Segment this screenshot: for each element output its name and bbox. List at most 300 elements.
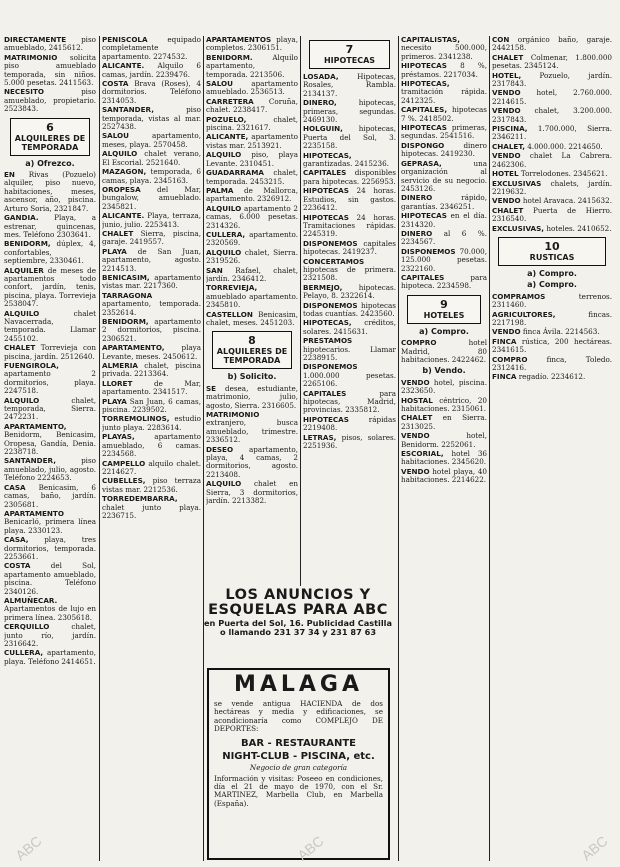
ad-text: Benicarló, primera línea playa. 2330123.: [4, 517, 96, 535]
section-header-s10: [498, 237, 606, 266]
ad-keyword: ESCORIAL,: [401, 449, 444, 459]
ad-text: apartamento vistas mar. 2217360.: [102, 272, 201, 291]
classified-ad: [492, 170, 612, 178]
ad-keyword: GUADARRAMA: [206, 168, 264, 178]
ad-text: desea, estudiante, matrimonio, julio, agosto, Sierra. 2316605.: [206, 383, 298, 410]
classified-ad: [4, 536, 96, 561]
ad-keyword: VENDO: [401, 377, 430, 387]
ad-keyword: DESEO: [206, 444, 234, 454]
ad-text: apartamento, meses, playa. 2570458.: [102, 131, 201, 149]
classified-ad: [401, 194, 487, 211]
ad-keyword: DISPONEMOS: [401, 246, 456, 256]
ad-keyword: CULLERA,: [206, 229, 246, 239]
classified-ad: [206, 169, 298, 186]
ad-keyword: DISPONGO: [401, 140, 445, 150]
classified-ad: [303, 434, 396, 451]
classified-ad: [206, 54, 298, 79]
ad-text: para hipoteca. 2234598.: [401, 272, 487, 291]
classified-ad: [102, 495, 201, 520]
classified-ad: [102, 415, 201, 432]
ad-text: temporada, 6 camas, playa. 2345163.: [102, 167, 201, 185]
classified-ad: [492, 36, 612, 53]
ad-keyword: BERMEJO,: [303, 282, 343, 292]
ad-keyword: VENDO: [492, 88, 521, 98]
ad-text: Torrelodones. 2345621.: [520, 169, 608, 179]
classified-ad: [4, 214, 96, 239]
classified-ad: [303, 240, 396, 257]
ad-keyword: SANTANDER,: [102, 105, 154, 115]
classified-ad: [206, 480, 298, 505]
classified-ad: [492, 328, 612, 336]
ad-keyword: HIPOTECAS: [303, 414, 349, 424]
classified-ad: [401, 379, 487, 396]
ad-keyword: HOLGUIN,: [303, 124, 343, 134]
classified-ad: [492, 225, 612, 233]
ad-keyword: CHALET: [492, 205, 524, 215]
classified-ad: [303, 302, 396, 319]
ad-text: chalet en Sierra, 3 dormitorios, jardín. 2213382.: [206, 479, 298, 506]
section-subhead: b) Solicito.: [227, 372, 277, 382]
classified-ad: [401, 142, 487, 159]
section-number: 9: [440, 297, 448, 311]
ad-keyword: NECESITO: [4, 87, 44, 97]
ad-text: hipotecarios. Llamar 2238915.: [303, 344, 396, 362]
ad-text: primeras, segundas. 2541516.: [401, 123, 487, 141]
ad-text: una organización al servicio de su negocio. 2453126.: [401, 158, 487, 193]
classified-ad: [492, 143, 612, 151]
ad-keyword: CON: [492, 36, 510, 44]
classified-ad: [492, 293, 612, 310]
ad-keyword: AGRICULTORES,: [492, 309, 556, 319]
ad-text: chalet verano, El Escorial. 2521640.: [102, 149, 201, 167]
classified-ad: [303, 214, 396, 239]
ad-text: Playa, a estrenar, quincenas, mes. Teléfono 2303641.: [4, 213, 96, 239]
ad-keyword: TORREMOLINOS,: [102, 414, 170, 424]
section-title: ALQUILERES DE TEMPORADA: [14, 133, 86, 152]
ads-banner: [200, 588, 396, 637]
classified-ad: [401, 450, 487, 467]
classified-ad: [206, 385, 298, 410]
ad-keyword: EXCLUSIVAS,: [492, 223, 545, 233]
ad-keyword: EN: [4, 170, 15, 180]
classified-ad: [102, 80, 201, 105]
ad-text: hipotecas. Pelayo, 8. 2322614.: [303, 282, 396, 301]
ad-text: apartamento, playa. Teléfono 2414651.: [4, 648, 96, 666]
ad-keyword: CUBELLES,: [102, 476, 146, 486]
ad-text: chalets, jardín. 2219632.: [492, 178, 612, 196]
ad-keyword: BENICASIM,: [102, 272, 150, 282]
classified-ad: [401, 248, 487, 273]
ad-text: hipotecas 7 %. 2418502.: [401, 105, 487, 123]
classified-ad: [4, 457, 96, 482]
ad-text: Benicasim, chalet, meses. 2451203.: [206, 309, 298, 327]
classified-ad: [4, 423, 96, 457]
watermark-right: ABC: [578, 832, 611, 864]
classified-ad: [102, 36, 201, 61]
classified-ad: [4, 171, 96, 213]
section-subhead: a) Ofrezco.: [25, 158, 75, 168]
ad-text: solicita piso amueblado temporada, sin niños. 5.000 pesetas. 2411563.: [4, 52, 96, 88]
ad-keyword: DINERO: [401, 193, 433, 203]
ad-text: playa, tres dormitorios, temporada. 2253661.: [4, 535, 96, 561]
classified-ad: [4, 597, 96, 622]
ad-keyword: FINCA: [492, 372, 517, 382]
ad-keyword: APARTAMENTO,: [102, 343, 165, 353]
classified-ad: [4, 649, 96, 666]
ad-keyword: CERQUILLO: [4, 622, 50, 632]
classified-ad: [4, 510, 96, 535]
classified-ad: [492, 373, 612, 381]
ad-text: hipotecas de primera. 2321508.: [303, 264, 396, 283]
ad-text: del Sol, apartamento amueblado, piscina. Teléfono 2340126.: [4, 561, 96, 596]
ad-keyword: MATRIMONIO: [4, 52, 58, 62]
ad-text: extranjero, busca amueblado, trimestre. 2336512.: [206, 418, 298, 445]
ad-keyword: VENDO: [492, 151, 521, 161]
watermark-center: ABC: [294, 832, 327, 864]
ad-text: apartamento 2 dormitorios, playa. 2247518.: [4, 369, 96, 396]
classified-ad: [303, 187, 396, 212]
column-divider: [489, 36, 490, 861]
ad-keyword: SE: [206, 383, 217, 393]
ad-keyword: COMPRO: [401, 338, 437, 348]
ad-keyword: VENDO: [492, 196, 521, 206]
ad-text: piso, playa Levante. 2310451.: [206, 150, 298, 168]
ad-keyword: OROPESA: [102, 184, 141, 194]
malaga-footer: Información y visitas: Poseeo en condiciones, día el 21 de mayo de 1970, con el Sr. MARTINEZ, Marbella Club, en Marbella (España).: [214, 773, 383, 808]
ad-keyword: ALICANTE.: [102, 211, 145, 221]
ad-keyword: DISPONEMOS: [303, 300, 358, 310]
ad-keyword: CONCERTAMOS: [303, 256, 365, 266]
ad-keyword: SALOU: [102, 131, 130, 141]
section-header-s6: [10, 118, 90, 156]
classified-ad: [206, 133, 298, 150]
classified-ad: [492, 180, 612, 197]
section-title: RUSTICAS: [529, 252, 575, 262]
classified-ad: [401, 468, 487, 485]
ad-text: Apartamentos de lujo en primera línea. 2305618.: [4, 604, 96, 622]
ad-keyword: APARTAMENTOS: [206, 36, 272, 44]
classified-ad: [102, 168, 201, 185]
classified-ad: [206, 36, 298, 53]
classified-ad: [492, 125, 612, 142]
ad-text: hotel Aravaca. 2415632.: [522, 196, 612, 206]
ad-text: Benidorm, Benicasim, Oropesa, Gandía, Denia. 2238718.: [4, 430, 96, 457]
classified-ad: [303, 169, 396, 186]
classified-ad: [102, 433, 201, 458]
ad-keyword: HOSTAL: [401, 395, 433, 405]
ad-keyword: COMPRAMOS: [492, 291, 546, 301]
ad-text: chalet, temporada, Sierra. 2472231.: [4, 395, 96, 422]
ad-keyword: ALICANTE,: [206, 132, 249, 142]
malaga-line-2: NIGHT-CLUB - PISCINA, etc.: [222, 750, 375, 762]
classified-ad: [492, 152, 612, 169]
ad-text: hipotecas todas cuantías. 2423560.: [303, 300, 396, 318]
ad-text: 8 %, préstamos. 2217034.: [401, 61, 487, 79]
section-header-s7: [309, 40, 390, 69]
ad-keyword: CAPITALES: [401, 272, 445, 282]
ad-text: apartamento 2 dormitorios, piscina. 2306521.: [102, 317, 201, 343]
section-number: 7: [345, 43, 354, 56]
malaga-title: MALAGA: [233, 672, 364, 697]
classified-ad: [206, 446, 298, 480]
classified-ad: [492, 54, 612, 71]
ad-text: 1.700.000, Sierra. 2346211.: [492, 124, 612, 142]
section-subhead: a) Compro.: [419, 326, 469, 336]
ad-keyword: ALQUILO: [206, 150, 242, 160]
ad-keyword: HIPOTECAS: [401, 211, 447, 221]
malaga-line-1: BAR - RESTAURANTE: [241, 737, 356, 749]
ad-text: garantizadas. 2415236.: [303, 159, 389, 169]
ad-text: Puerta de Hierro. 2316540.: [492, 205, 612, 224]
classified-ad: [102, 380, 201, 397]
classified-ad: [492, 356, 612, 373]
ad-text: chalet, temporada. 2453215.: [206, 168, 298, 186]
classified-ad: [492, 107, 612, 124]
classified-ad: [303, 319, 396, 336]
classified-column-2: [102, 36, 201, 861]
ad-keyword: ALMERIA: [102, 361, 138, 371]
section-number: 10: [544, 239, 560, 253]
section-title: HOTELES: [423, 310, 465, 320]
ad-keyword: HIPOTECAS,: [303, 150, 352, 160]
classified-ad: [492, 311, 612, 328]
ad-keyword: HIPOTECAS: [401, 123, 447, 133]
ad-text: rápido, garantías. 2346251.: [401, 193, 487, 211]
ad-keyword: DINERO: [401, 228, 433, 238]
ad-keyword: CHALET: [4, 343, 36, 353]
ad-keyword: PLAYA: [102, 246, 127, 256]
classified-ad: [206, 411, 298, 445]
classified-ad: [206, 231, 298, 248]
ad-keyword: CHALET: [492, 52, 524, 62]
ad-keyword: HIPOTECAS: [303, 212, 349, 222]
classified-ad: [401, 160, 487, 194]
ad-keyword: PLAYA: [102, 396, 127, 406]
ad-text: amueblado apartamento. 2345810.: [206, 291, 298, 310]
ad-text: necesito 500.000, primeros. 2341238.: [401, 43, 487, 61]
ad-keyword: HIPOTECAS,: [303, 318, 352, 328]
ad-keyword: CHALET,: [492, 141, 525, 151]
ad-text: de San Juan, apartamento, agosto. 2214513.: [102, 246, 201, 273]
ad-keyword: FUENGIROLA,: [4, 361, 59, 370]
classified-ad: [4, 310, 96, 344]
classified-ad: [4, 484, 96, 509]
ad-text: apartamento 2 camas, 6.000 pesetas. 2314326.: [206, 203, 298, 230]
classified-ad: [4, 344, 96, 361]
ad-text: regadío. 2234612.: [518, 372, 586, 382]
classified-ad: [401, 432, 487, 449]
section-number: 8: [248, 334, 256, 348]
ad-text: Brava (Roses), 4 dormitorios. Teléfono 2314053.: [102, 79, 201, 105]
classified-ad: [492, 89, 612, 106]
column-divider: [203, 36, 204, 861]
classified-ad: [303, 99, 396, 124]
ad-keyword: MATRIMONIO: [206, 410, 260, 420]
classified-ad: [102, 344, 201, 361]
ad-text: créditos, solares. 2415631.: [303, 318, 396, 336]
ad-text: finca, Toledo. 2312416.: [492, 354, 612, 372]
section-header-s9: [407, 295, 481, 324]
classified-ad: [401, 274, 487, 291]
ad-keyword: EXCLUSIVAS: [492, 178, 542, 188]
classified-ad: [492, 207, 612, 224]
ad-keyword: ALQUILO: [206, 247, 242, 257]
ad-text: Hipotecas, Rosales, Rambla. 2134137.: [303, 72, 396, 98]
ad-keyword: COMPRO: [492, 354, 528, 364]
ad-text: piso amueblado, julio, agosto. Teléfono 2224653.: [4, 456, 96, 483]
ad-text: apartamento amueblado, 6 camas. 2234568.: [102, 432, 201, 459]
ad-text: playa Levante, meses. 2450612.: [102, 343, 201, 361]
classified-ad: [303, 390, 396, 415]
classified-ad: [102, 318, 201, 343]
ad-text: Rafael, chalet, jardín. 2346412.: [206, 265, 298, 283]
ad-keyword: BENIDORM,: [102, 317, 149, 326]
ad-keyword: TORREDEMBARRA,: [102, 494, 178, 504]
classified-ad: [102, 274, 201, 291]
classified-ad: [206, 311, 298, 328]
classified-ad: [492, 338, 612, 355]
ad-text: de Mallorca, apartamento. 2326912.: [206, 185, 298, 204]
ad-keyword: CHALET: [102, 228, 134, 238]
ad-keyword: VENDO: [492, 327, 521, 337]
classified-ad: [401, 106, 487, 123]
ad-keyword: HIPOTECAS: [401, 61, 447, 71]
classified-ad: [303, 363, 396, 388]
classified-ad: [401, 80, 487, 105]
ad-keyword: PLAYAS,: [102, 432, 135, 442]
ad-text: del Mar, bungalow, amueblado. 2345821.: [102, 184, 201, 211]
ad-text: San Juan, 6 camas, piscina. 2239502.: [102, 396, 201, 415]
ad-keyword: POZUELO,: [206, 114, 247, 124]
classified-column-1: [4, 36, 96, 861]
ad-keyword: ALQUILO: [206, 479, 242, 489]
ad-keyword: MAZAGON,: [102, 167, 147, 177]
classified-ad: [4, 267, 96, 309]
ad-keyword: SALOU: [206, 79, 234, 89]
section-subhead: b) Vendo.: [422, 366, 466, 376]
classified-ad: [102, 477, 201, 494]
ad-keyword: PISCINA,: [492, 124, 528, 134]
classified-ad: [102, 230, 201, 247]
classified-ad: [303, 337, 396, 362]
ad-keyword: APARTAMENTO,: [4, 421, 67, 431]
ad-keyword: ALQUILO: [102, 149, 138, 159]
classified-ad: [401, 397, 487, 414]
ad-text: tramitación rápida. 2412325.: [401, 87, 487, 105]
ad-keyword: LLORET: [102, 378, 133, 388]
classified-ad: [102, 62, 201, 79]
ad-text: apartamento. 2320569.: [206, 229, 298, 248]
classified-ad: [303, 416, 396, 433]
classified-ad: [102, 248, 201, 273]
ad-text: 24 horas. Tramitaciones rápidas. 2245319.: [303, 212, 396, 239]
ad-text: al 6 %. 2234567.: [401, 228, 487, 247]
classified-ad: [303, 73, 396, 98]
ad-text: Benicasim, 6 camas, baño, jardín. 2305681.: [4, 482, 96, 509]
ad-keyword: BENIDORM.: [206, 52, 253, 62]
classified-ad: [401, 212, 487, 229]
ad-text: disponibles para hipotecas. 2256953.: [303, 168, 396, 186]
classified-ad: [102, 106, 201, 131]
ad-text: apartamento, playa, 4 camas, 2 dormitorios, agosto. 2213408.: [206, 444, 298, 479]
ad-keyword: DIRECTAMENTE: [4, 36, 67, 44]
ad-text: equipado completamente apartamento. 2274532.: [102, 36, 201, 61]
ad-text: piso amueblado, propietario. 2523843.: [4, 87, 96, 114]
classified-ad: [102, 212, 201, 229]
ad-keyword: LETRAS,: [303, 432, 337, 442]
ad-keyword: CASA: [4, 482, 26, 492]
classified-ad: [492, 72, 612, 89]
ad-keyword: CAMPELLO: [102, 458, 146, 468]
classified-column-4: [303, 36, 396, 586]
ad-keyword: LOSADA,: [303, 72, 339, 81]
ad-keyword: CAPITALES: [303, 168, 347, 178]
ad-keyword: HIPOTECAS: [303, 186, 349, 196]
ad-text: Alquilo 6 camas, jardín. 2239476.: [102, 61, 201, 79]
ad-text: capitales hipotecas. 2419237.: [303, 238, 396, 257]
classified-ad: [4, 623, 96, 648]
classified-ad: [4, 88, 96, 113]
ad-keyword: CAPITALISTAS,: [401, 36, 460, 44]
classified-ad: [102, 398, 201, 415]
ad-keyword: ALQUILO: [206, 203, 242, 213]
classified-ad: [4, 562, 96, 596]
ad-text: apartamento amueblado. 2536513.: [206, 79, 298, 97]
ad-keyword: DISPONEMOS: [303, 238, 358, 248]
ad-text: chalet La Cabrera. 2462306.: [492, 151, 612, 169]
ad-keyword: DISPONEMOS: [303, 362, 358, 372]
classified-ad: [206, 249, 298, 266]
classified-ad: [4, 54, 96, 88]
classified-ad: [206, 205, 298, 230]
section-title: HIPOTECAS: [323, 56, 376, 65]
ad-text: Sierra, piscina, garaje. 2419557.: [102, 228, 201, 247]
ad-keyword: COSTA: [102, 79, 129, 89]
ad-text: de Mar, apartamento. 2341517.: [102, 378, 201, 397]
ad-text: hotel, Benidorm. 2252061.: [401, 431, 487, 449]
ad-text: dúplex, 4, confortables, septiembre, 2330461.: [4, 239, 96, 266]
watermark-left: ABC: [12, 832, 45, 864]
column-divider: [398, 36, 399, 861]
classified-ad: [401, 62, 487, 79]
ad-text: pisos, solares. 2251936.: [303, 432, 396, 451]
banner-subtitle: en Puerta del Sol, 16. Publicidad Castilla o llamando 231 37 34 y 231 87 63: [204, 618, 392, 637]
ad-keyword: GANDIA.: [4, 213, 39, 223]
ad-text: Rivas (Pozuelo) alquiler, piso nuevo, habitaciones, meses, ascensor, año, piscina. Arturo Soria, 2321847.: [4, 170, 96, 213]
classified-ad: [401, 124, 487, 141]
ad-text: chalet Navacerrada, temporada. Llamar 2455102.: [4, 308, 96, 343]
classified-ad: [492, 197, 612, 205]
ad-text: hipotecas, Puerta del Sol, 3. 2235158.: [303, 124, 396, 151]
ad-text: apartamento, temporada. 2352614.: [102, 299, 201, 317]
ad-keyword: CASTELLON: [206, 309, 253, 319]
classified-ad: [303, 284, 396, 301]
ad-text: finca Ávila. 2214563.: [522, 327, 600, 337]
ad-text: chalet junto playa. 2236715.: [102, 502, 201, 520]
ad-keyword: APARTAMENTO: [4, 508, 64, 518]
ad-text: 1.000.000 pesetas. 2265106.: [303, 370, 396, 389]
ad-text: chalet, Sierra. 2319526.: [206, 247, 298, 266]
ad-text: céntrico, 20 habitaciones. 2315061.: [401, 395, 487, 414]
ad-text: Coruña, chalet. 2238417.: [206, 96, 298, 115]
ad-keyword: CULLERA,: [4, 648, 44, 658]
ad-keyword: PEÑISCOLA: [102, 36, 148, 44]
ad-text: piso terraza vistas mar. 2212536.: [102, 476, 201, 494]
classified-ad: [206, 284, 298, 309]
malaga-ad-box: [207, 668, 390, 860]
ad-text: 24 horas. Estudios, sin gastos. 2236412.: [303, 186, 396, 213]
ad-text: fincas. 2217198.: [492, 309, 612, 327]
